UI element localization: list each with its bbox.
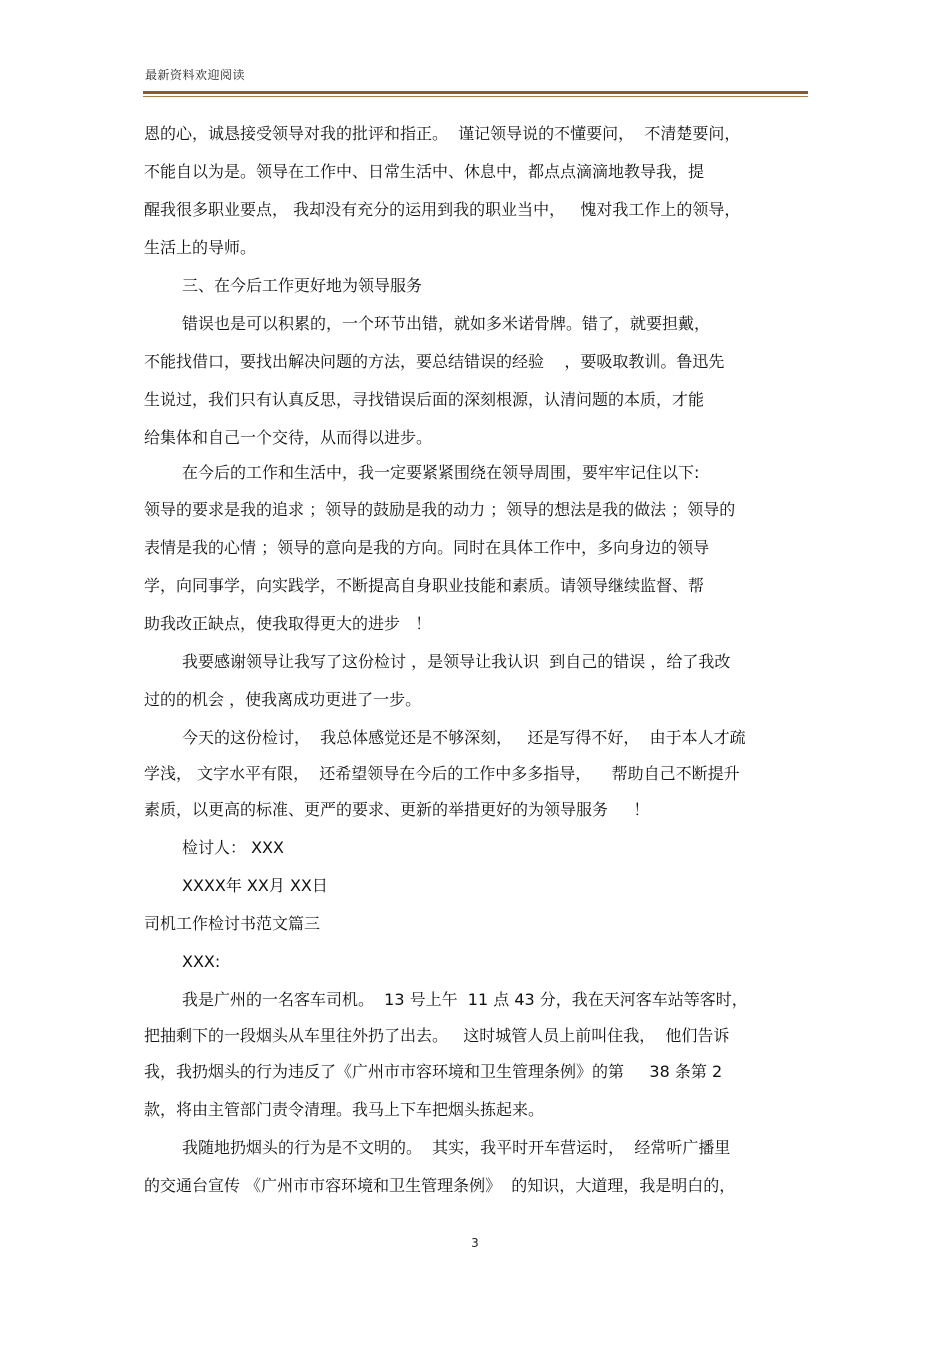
text-line: 的交通台宣传 《广州市市容环境和卫生管理条例》 的知识，大道理，我是明白的，	[144, 1176, 736, 1195]
header-rule-thin	[143, 96, 808, 97]
text-line: 恩的心，诚恳接受领导对我的批评和指正。 谨记领导说的不懂要问， 不清楚要问，	[144, 124, 741, 143]
text-line: 领导的要求是我的追求 ；领导的鼓励是我的动力 ；领导的想法是我的做法 ；领导的	[144, 500, 736, 519]
section-title: 司机工作检讨书范文篇三	[144, 914, 321, 933]
text-line: 不能自以为是。领导在工作中、日常生活中、休息中，都点点滴滴地教导我，提	[144, 162, 705, 181]
text-line: 助我改正缺点，使我取得更大的进步 ！	[144, 614, 432, 633]
text-line: 我是广州的一名客车司机。 13 号上午 11 点 43 分，我在天河客车站等客时，	[182, 990, 748, 1009]
text-line: 我随地扔烟头的行为是不文明的。 其实，我平时开车营运时， 经常听广播里	[182, 1138, 731, 1157]
header-rule-thick	[143, 91, 808, 94]
text-line: 我，我扔烟头的行为违反了《广州市市容环境和卫生管理条例》的第 38 条第 2	[144, 1062, 723, 1081]
text-line: 在今后的工作和生活中，我一定要紧紧围绕在领导周围，要牢牢记住以下:	[182, 463, 700, 482]
page-number: 3	[471, 1236, 479, 1250]
section-heading: 三、在今后工作更好地为领导服务	[182, 276, 423, 295]
header-text: 最新资料欢迎阅读	[145, 68, 246, 82]
text-line: 不能找借口，要找出解决问题的方法，要总结错误的经验 ，要吸取教训。鲁迅先	[144, 352, 725, 371]
text-line: 醒我很多职业要点， 我却没有充分的运用到我的职业当中， 愧对我工作上的领导，	[144, 200, 741, 219]
salutation: XXX:	[182, 952, 221, 971]
text-line: 过的的机会 ，使我离成功更进了一步。	[144, 690, 422, 709]
text-line: 给集体和自己一个交待，从而得以进步。	[144, 428, 433, 447]
text-line: 错误也是可以积累的，一个环节出错，就如多米诺骨牌。错了，就要担戴，	[182, 314, 711, 333]
text-line: 学，向同事学，向实践学，不断提高自身职业技能和素质。请领导继续监督、帮	[144, 576, 705, 595]
date-line: XXXX年 XX月 XX日	[182, 876, 328, 895]
text-line: 素质，以更高的标准、更严的要求、更新的举措更好的为领导服务 ！	[144, 800, 650, 819]
text-line: 我要感谢领导让我写了这份检讨 ，是领导让我认识 到自己的错误 ，给了我改	[182, 652, 731, 671]
signature-line: 检讨人： XXX	[182, 838, 284, 857]
text-line: 表情是我的心情 ；领导的意向是我的方向。同时在具体工作中，多向身边的领导	[144, 538, 710, 557]
text-line: 今天的这份检讨， 我总体感觉还是不够深刻， 还是写得不好， 由于本人才疏	[182, 728, 746, 747]
text-line: 学浅， 文字水平有限， 还希望领导在今后的工作中多多指导， 帮助自己不断提升	[144, 764, 740, 783]
text-line: 生活上的导师。	[144, 238, 257, 257]
text-line: 款，将由主管部门责令清理。我马上下车把烟头拣起来。	[144, 1100, 545, 1119]
text-line: 把抽剩下的一段烟头从车里往外扔了出去。 这时城管人员上前叫住我， 他们告诉	[144, 1026, 730, 1045]
text-line: 生说过，我们只有认真反思，寻找错误后面的深刻根源，认清问题的本质，才能	[144, 390, 705, 409]
